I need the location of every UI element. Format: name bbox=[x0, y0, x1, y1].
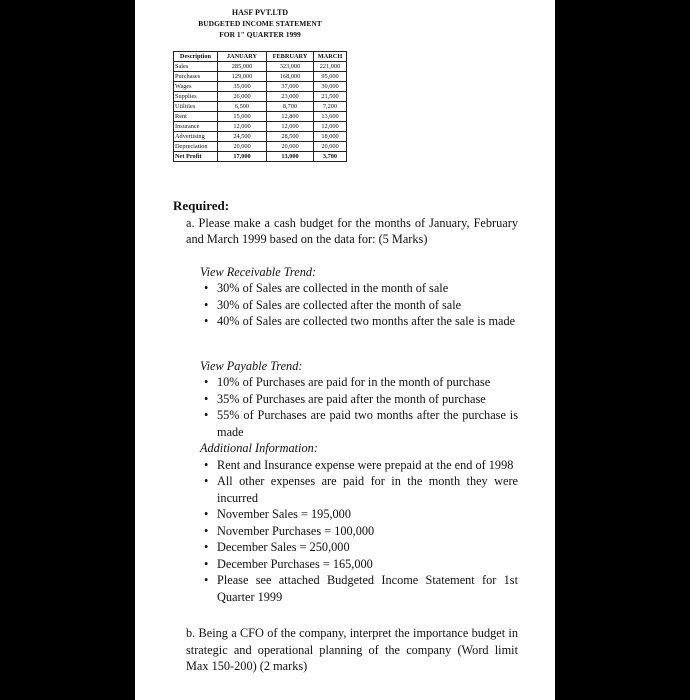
list-item-text: Rent and Insurance expense were prepaid at the end of 1998 bbox=[217, 457, 514, 472]
list-item-text: 40% of Sales are collected two months after the sale is made bbox=[217, 314, 516, 328]
table-cell: Purchases bbox=[174, 72, 218, 82]
bullet-icon: • bbox=[204, 540, 209, 554]
statement-title: BUDGETED INCOME STATEMENT bbox=[198, 19, 322, 28]
table-cell: 95,000 bbox=[314, 72, 347, 82]
additional-list bbox=[173, 457, 518, 606]
additional-heading: Additional Information: bbox=[200, 441, 318, 455]
list-item bbox=[173, 523, 518, 540]
bullet-icon: • bbox=[204, 297, 209, 312]
table-cell: 13,000 bbox=[267, 152, 314, 162]
table-cell: 26,000 bbox=[218, 92, 267, 102]
table-cell: 17,000 bbox=[218, 152, 267, 162]
list-item-text: December Purchases = 165,000 bbox=[217, 556, 373, 571]
income-statement-table bbox=[173, 51, 347, 162]
table-cell: 7,200 bbox=[314, 102, 347, 112]
table-cell: Advertising bbox=[174, 132, 218, 142]
bullet-icon: • bbox=[204, 281, 209, 295]
table-cell: 12,000 bbox=[218, 122, 267, 132]
table-cell: 20,000 bbox=[314, 142, 347, 152]
list-item-text: 10% of Purchases are paid for in the month of purchase bbox=[217, 375, 491, 389]
bullet-icon: • bbox=[204, 457, 209, 472]
table-cell: 12,000 bbox=[267, 122, 314, 132]
table-cell: 8,700 bbox=[267, 102, 314, 112]
statement-period: FOR 1" QUARTER 1999 bbox=[219, 30, 301, 39]
table-cell: 323,000 bbox=[267, 62, 314, 72]
list-item-text: 30% of Sales are collected after the month of sale bbox=[217, 297, 462, 312]
company-name: HASF PVT.LTD bbox=[231, 8, 289, 17]
bullet-icon: • bbox=[204, 474, 209, 488]
list-item-text: November Sales = 195,000 bbox=[217, 507, 351, 521]
list-item bbox=[173, 313, 518, 330]
table-cell: 15,000 bbox=[218, 112, 267, 122]
list-item bbox=[173, 539, 518, 556]
list-item bbox=[173, 280, 518, 297]
table-cell: 24,500 bbox=[218, 132, 267, 142]
list-item bbox=[173, 297, 518, 314]
table-row bbox=[174, 142, 347, 152]
table-cell: 3,700 bbox=[314, 152, 347, 162]
list-item-text: 30% of Sales are collected in the month of sale bbox=[217, 281, 449, 295]
table-cell: 12,800 bbox=[267, 112, 314, 122]
bullet-icon: • bbox=[204, 375, 209, 389]
table-cell: 30,000 bbox=[314, 82, 347, 92]
list-item bbox=[173, 374, 518, 391]
table-cell: Supplies bbox=[174, 92, 218, 102]
table-cell: Sales bbox=[174, 62, 218, 72]
list-item bbox=[173, 572, 518, 605]
table-cell: 37,000 bbox=[267, 82, 314, 92]
table-cell: Depreciation bbox=[174, 142, 218, 152]
table-cell: 13,600 bbox=[314, 112, 347, 122]
column-header: Description bbox=[174, 52, 218, 62]
table-header-row bbox=[174, 52, 347, 62]
bullet-icon: • bbox=[204, 507, 209, 521]
table-cell: 28,500 bbox=[267, 132, 314, 142]
table-cell: 6,500 bbox=[218, 102, 267, 112]
list-item-text: 35% of Purchases are paid after the month of purchase bbox=[217, 391, 486, 406]
table-row bbox=[174, 82, 347, 92]
table-cell: 23,000 bbox=[267, 92, 314, 102]
table-row bbox=[174, 72, 347, 82]
table-row bbox=[174, 132, 347, 142]
column-header: FEBRUARY bbox=[267, 52, 314, 62]
table-row bbox=[174, 92, 347, 102]
bullet-icon: • bbox=[204, 408, 209, 422]
required-section bbox=[173, 198, 518, 675]
payable-list bbox=[173, 374, 518, 440]
net-profit-row bbox=[174, 152, 347, 162]
list-item bbox=[173, 391, 518, 408]
table-cell: Net Profit bbox=[174, 152, 218, 162]
document-page bbox=[135, 0, 555, 700]
table-cell: 35,000 bbox=[218, 82, 267, 92]
list-item bbox=[173, 556, 518, 573]
table-cell: 168,000 bbox=[267, 72, 314, 82]
bullet-icon: • bbox=[204, 314, 209, 328]
table-cell: 221,000 bbox=[314, 62, 347, 72]
required-title: Required: bbox=[173, 198, 230, 213]
table-cell: Utilities bbox=[174, 102, 218, 112]
table-row bbox=[174, 102, 347, 112]
table-cell: 20,000 bbox=[218, 142, 267, 152]
list-item bbox=[173, 407, 518, 440]
bullet-icon: • bbox=[204, 391, 209, 406]
table-row bbox=[174, 62, 347, 72]
list-item-text: 55% of Purchases are paid two months after the purchase is made bbox=[217, 408, 518, 439]
list-item bbox=[173, 506, 518, 523]
table-row bbox=[174, 112, 347, 122]
list-item-text: Please see attached Budgeted Income Statement for 1st Quarter 1999 bbox=[217, 573, 518, 604]
column-header: MARCH bbox=[314, 52, 347, 62]
table-cell: 21,500 bbox=[314, 92, 347, 102]
list-item bbox=[173, 457, 518, 474]
payable-heading: View Payable Trend: bbox=[200, 358, 303, 373]
table-cell: 285,000 bbox=[218, 62, 267, 72]
column-header: JANUARY bbox=[218, 52, 267, 62]
bullet-icon: • bbox=[204, 556, 209, 571]
list-item-text: December Sales = 250,000 bbox=[217, 540, 350, 554]
table-cell: 20,000 bbox=[267, 142, 314, 152]
list-item-text: November Purchases = 100,000 bbox=[217, 523, 375, 538]
table-cell: Insurance bbox=[174, 122, 218, 132]
bullet-icon: • bbox=[204, 573, 209, 587]
table-cell: Wages bbox=[174, 82, 218, 92]
list-item-text: All other expenses are paid for in the month they were incurred bbox=[217, 474, 518, 505]
bullet-icon: • bbox=[204, 523, 209, 538]
list-item bbox=[173, 473, 518, 506]
table-row bbox=[174, 122, 347, 132]
table-cell: 12,000 bbox=[314, 122, 347, 132]
table-cell: Rent bbox=[174, 112, 218, 122]
receivable-list bbox=[173, 280, 518, 330]
table-cell: 18,000 bbox=[314, 132, 347, 142]
receivable-heading: View Receivable Trend: bbox=[200, 264, 317, 279]
part-a-text: a. Please make a cash budget for the months of January, February and March 1999 based on the data for: (5 Marks) bbox=[186, 215, 518, 246]
table-cell: 129,000 bbox=[218, 72, 267, 82]
part-b-text: b. Being a CFO of the company, interpret the importance budget in strategic and operational planning of the company (Word limit Max 150-200) (2 marks) bbox=[186, 626, 518, 673]
